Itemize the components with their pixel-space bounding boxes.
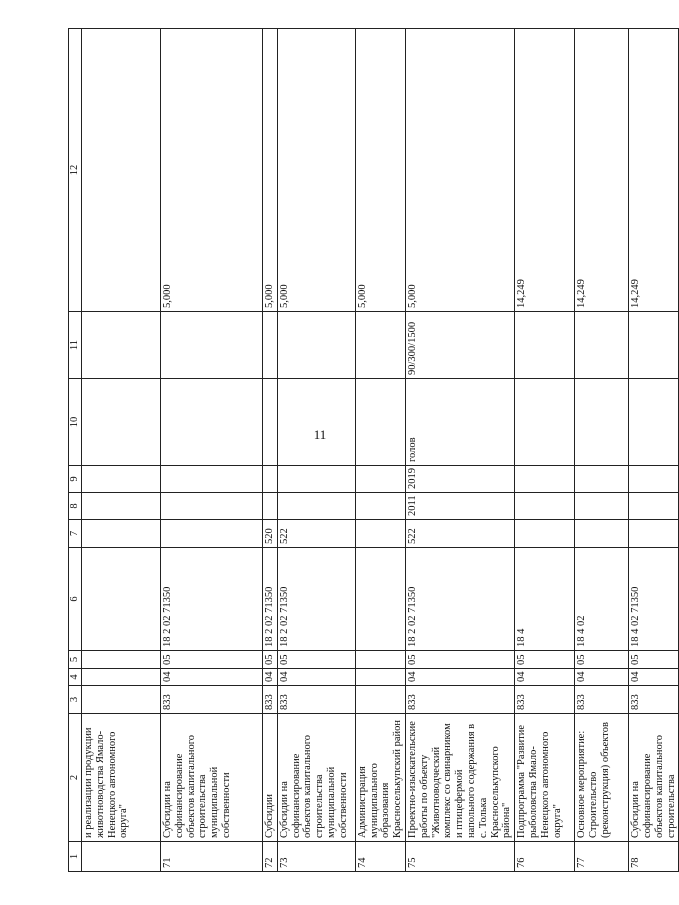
cell-col12: 5,000 xyxy=(263,29,278,312)
cell-col12: 14,249 xyxy=(575,29,629,312)
row-number: 74 xyxy=(355,842,405,872)
table-row xyxy=(629,29,679,872)
row-number xyxy=(82,842,161,872)
cell-col8 xyxy=(161,493,263,520)
cell-col10 xyxy=(575,379,629,466)
table-row xyxy=(575,29,629,872)
cell-col6: 18 2 02 71350 xyxy=(277,548,355,651)
cell-col12: 14,249 xyxy=(515,29,575,312)
row-name: Подпрограмма "Развитие рыболовства Ямало-Ненецкого автономного округа" xyxy=(515,714,575,842)
cell-col7 xyxy=(515,520,575,548)
cell-col12 xyxy=(82,29,161,312)
cell-col5: 05 xyxy=(629,651,679,669)
cell-col4: 04 xyxy=(629,669,679,686)
cell-col6: 18 2 02 71350 xyxy=(263,548,278,651)
header-cell: 11 xyxy=(69,312,82,379)
table-row xyxy=(355,29,405,872)
cell-col9 xyxy=(629,466,679,493)
row-name: Проектно-изыскательские работы по объекту "Животноводческий комплекс со свинарником и птицефермой напольного содержания в с. Толька Красноселькупского района" xyxy=(405,714,514,842)
cell-col10 xyxy=(161,379,263,466)
cell-col5: 05 xyxy=(161,651,263,669)
table-row xyxy=(405,29,514,872)
cell-col7 xyxy=(355,520,405,548)
row-name: Основное мероприятие: Строительство (реконструкция) объектов xyxy=(575,714,629,842)
table-row xyxy=(263,29,278,872)
cell-col3 xyxy=(355,686,405,714)
table-row xyxy=(515,29,575,872)
cell-col4 xyxy=(82,669,161,686)
cell-col6: 18 4 02 xyxy=(575,548,629,651)
cell-col7 xyxy=(82,520,161,548)
cell-col8 xyxy=(629,493,679,520)
cell-col5 xyxy=(355,651,405,669)
cell-col11 xyxy=(161,312,263,379)
row-number: 72 xyxy=(263,842,278,872)
cell-col11 xyxy=(515,312,575,379)
cell-col10 xyxy=(515,379,575,466)
cell-col11 xyxy=(82,312,161,379)
cell-col9 xyxy=(515,466,575,493)
table-row xyxy=(82,29,161,872)
cell-col3: 833 xyxy=(263,686,278,714)
cell-col11 xyxy=(575,312,629,379)
cell-col9 xyxy=(82,466,161,493)
cell-col8 xyxy=(277,493,355,520)
cell-col9 xyxy=(355,466,405,493)
header-cell: 1 xyxy=(69,842,82,872)
cell-col12: 5,000 xyxy=(161,29,263,312)
cell-col5: 05 xyxy=(277,651,355,669)
cell-col8 xyxy=(575,493,629,520)
cell-col6: 18 4 xyxy=(515,548,575,651)
header-cell: 12 xyxy=(69,29,82,312)
row-name: и реализации продукции животноводства Ямало-Ненецкого автономного округа" xyxy=(82,714,161,842)
row-name: Субсидии на софинансирование объектов капитального строительства муниципальной собственности xyxy=(277,714,355,842)
cell-col3: 833 xyxy=(405,686,514,714)
cell-col5: 05 xyxy=(405,651,514,669)
cell-col10 xyxy=(263,379,278,466)
cell-col4 xyxy=(355,669,405,686)
cell-col3: 833 xyxy=(515,686,575,714)
row-name: Субсидии на софинансирование объектов капитального строительства муниципальной собственности xyxy=(161,714,263,842)
cell-col3: 833 xyxy=(575,686,629,714)
cell-col3 xyxy=(82,686,161,714)
header-cell: 5 xyxy=(69,651,82,669)
cell-col8 xyxy=(515,493,575,520)
cell-col7 xyxy=(575,520,629,548)
cell-col3: 833 xyxy=(277,686,355,714)
cell-col9 xyxy=(263,466,278,493)
row-number: 71 xyxy=(161,842,263,872)
cell-col6 xyxy=(355,548,405,651)
row-number: 76 xyxy=(515,842,575,872)
cell-col5: 05 xyxy=(515,651,575,669)
row-number: 78 xyxy=(629,842,679,872)
cell-col12: 5,000 xyxy=(277,29,355,312)
cell-col9: 2019 xyxy=(405,466,514,493)
header-cell: 3 xyxy=(69,686,82,714)
cell-col11 xyxy=(355,312,405,379)
cell-col7: 522 xyxy=(277,520,355,548)
cell-col10 xyxy=(355,379,405,466)
cell-col6: 18 2 02 71350 xyxy=(405,548,514,651)
cell-col9 xyxy=(161,466,263,493)
cell-col9 xyxy=(575,466,629,493)
cell-col4: 04 xyxy=(277,669,355,686)
header-row xyxy=(69,29,82,872)
header-cell: 7 xyxy=(69,520,82,548)
cell-col10 xyxy=(629,379,679,466)
cell-col11 xyxy=(629,312,679,379)
cell-col6 xyxy=(82,548,161,651)
cell-col4: 04 xyxy=(263,669,278,686)
header-cell: 8 xyxy=(69,493,82,520)
cell-col3: 833 xyxy=(161,686,263,714)
row-name: Субсидии xyxy=(263,714,278,842)
cell-col10 xyxy=(82,379,161,466)
header-cell: 2 xyxy=(69,714,82,842)
cell-col12: 5,000 xyxy=(405,29,514,312)
header-cell: 9 xyxy=(69,466,82,493)
cell-col11: 90/300/1500 xyxy=(405,312,514,379)
cell-col5: 05 xyxy=(575,651,629,669)
cell-col10 xyxy=(277,379,355,466)
cell-col7 xyxy=(629,520,679,548)
row-number: 73 xyxy=(277,842,355,872)
row-name: Администрация муниципального образования Красноселькупский район xyxy=(355,714,405,842)
cell-col12: 5,000 xyxy=(355,29,405,312)
cell-col9 xyxy=(277,466,355,493)
cell-col6: 18 4 02 71350 xyxy=(629,548,679,651)
cell-col12: 14,249 xyxy=(629,29,679,312)
header-cell: 10 xyxy=(69,379,82,466)
rotated-table-container xyxy=(68,29,677,872)
cell-col3: 833 xyxy=(629,686,679,714)
cell-col6: 18 2 02 71350 xyxy=(161,548,263,651)
header-cell: 4 xyxy=(69,669,82,686)
cell-col8 xyxy=(355,493,405,520)
cell-col4: 04 xyxy=(161,669,263,686)
table-row xyxy=(277,29,355,872)
page-number: 11 xyxy=(313,427,327,442)
cell-col7 xyxy=(161,520,263,548)
cell-col10: голов xyxy=(405,379,514,466)
cell-col7: 522 xyxy=(405,520,514,548)
cell-col5: 05 xyxy=(263,651,278,669)
cell-col11 xyxy=(277,312,355,379)
cell-col7: 520 xyxy=(263,520,278,548)
header-cell: 6 xyxy=(69,548,82,651)
cell-col8: 2011 xyxy=(405,493,514,520)
row-number: 75 xyxy=(405,842,514,872)
row-number: 77 xyxy=(575,842,629,872)
cell-col8 xyxy=(82,493,161,520)
row-name: Субсидии на софинансирование объектов капитального строительства xyxy=(629,714,679,842)
cell-col8 xyxy=(263,493,278,520)
table-row xyxy=(161,29,263,872)
cell-col5 xyxy=(82,651,161,669)
cell-col4: 04 xyxy=(515,669,575,686)
budget-table xyxy=(68,28,679,872)
cell-col4: 04 xyxy=(405,669,514,686)
cell-col11 xyxy=(263,312,278,379)
cell-col4: 04 xyxy=(575,669,629,686)
